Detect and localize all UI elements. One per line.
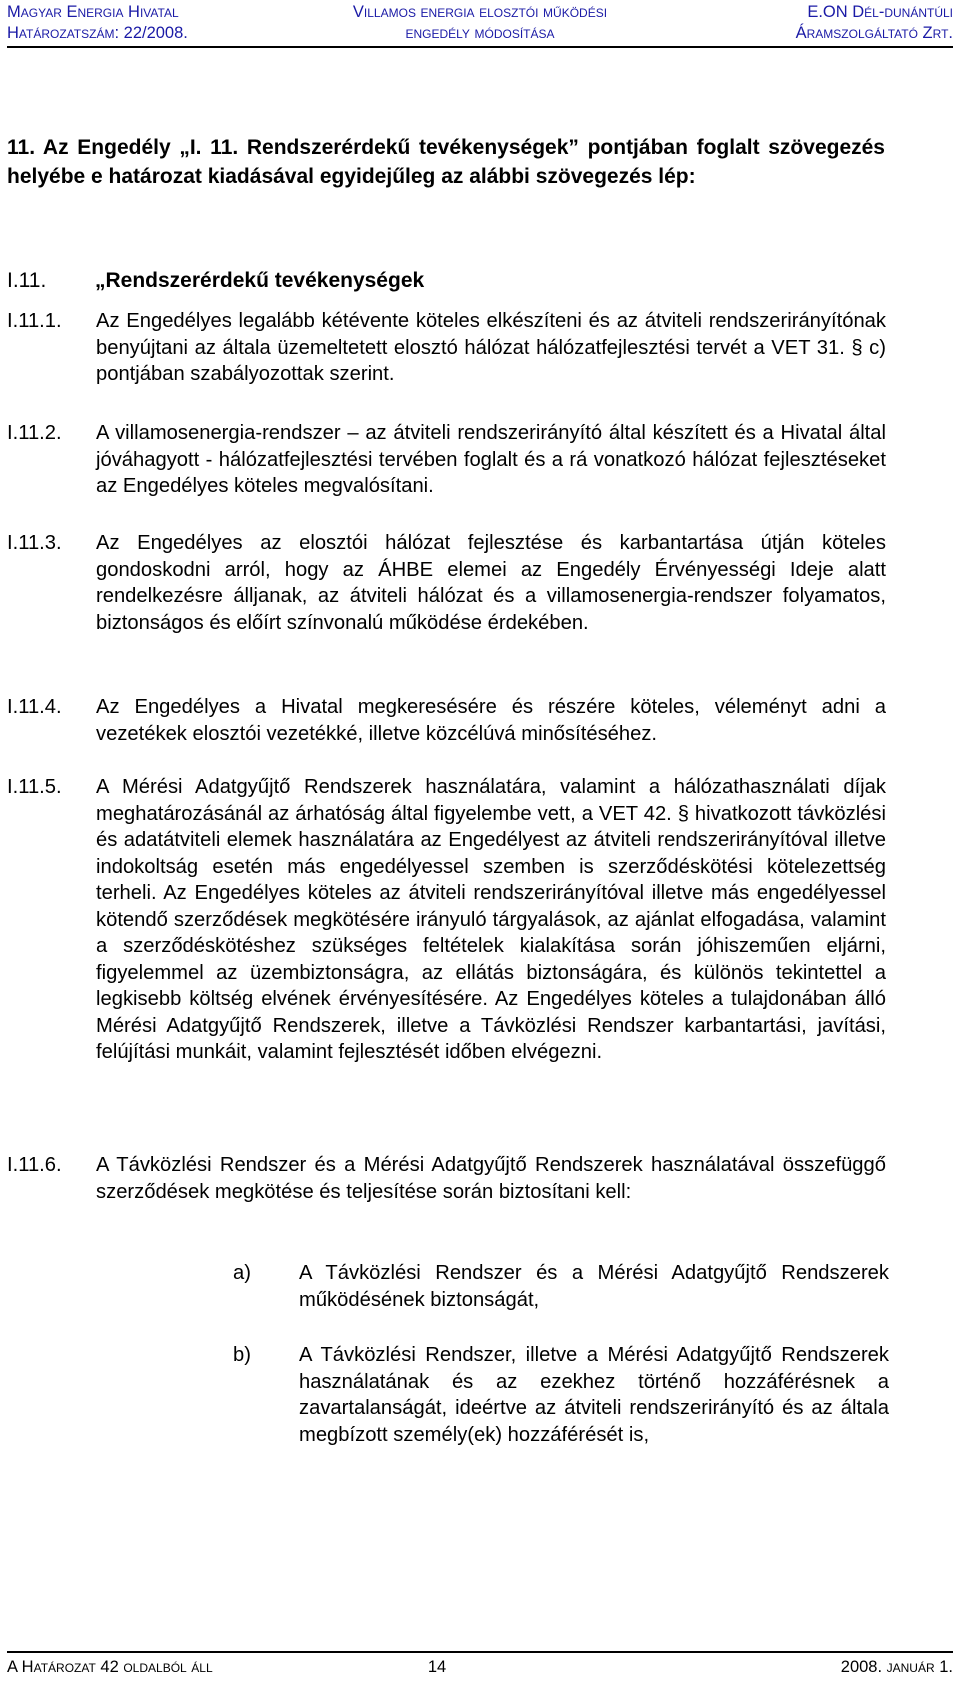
footer-date: 2008. január 1.	[840, 1658, 953, 1676]
footer-page-count: A Határozat 42 oldalból áll	[7, 1658, 213, 1676]
list-item	[7, 420, 887, 500]
sub-item-text: A Távközlési Rendszer és a Mérési Adatgyűjtő Rendszerek működésének biztonságát,	[299, 1262, 889, 1311]
item-number: I.11.5.	[7, 776, 62, 798]
list-item	[7, 1152, 887, 1205]
sub-list-item	[233, 1260, 893, 1313]
header-right	[796, 2, 953, 44]
section-title-text: „Rendszerérdekű tevékenységek	[95, 269, 425, 292]
item-text: Az Engedélyes legalább kétévente köteles elkészíteni és az átviteli rendszerirányítónak benyújtani az általa üzemeltetett elosztó hálózat hálózatfejlesztési tervét a VET 31. § c) pontjában szabályozottak szerint.	[96, 310, 886, 385]
document-heading: 11. Az Engedély „I. 11. Rendszerérdekű tevékenységek” pontjában foglalt szövegezés helyébe e határozat kiadásával egyidejűleg az alábbi szövegezés lép:	[7, 136, 885, 188]
header-authority: Magyar Energia Hivatal	[7, 3, 179, 21]
sub-item-letter: b)	[233, 1344, 251, 1366]
item-number: I.11.1.	[7, 310, 62, 332]
list-item	[7, 308, 887, 388]
header-company-line-1: E.ON Dél-dunántúli	[807, 3, 953, 21]
list-item	[7, 694, 887, 747]
item-number: I.11.2.	[7, 422, 62, 444]
header-decision-number: Határozatszám: 22/2008.	[7, 24, 188, 42]
sub-item-letter: a)	[233, 1262, 251, 1284]
page-header	[7, 2, 953, 48]
header-company-line-2: Áramszolgáltató Zrt.	[795, 24, 953, 42]
item-number: I.11.6.	[7, 1154, 62, 1176]
list-item	[7, 774, 887, 1066]
header-subject-line-2: engedély módosítása	[405, 24, 555, 42]
item-text: A villamosenergia-rendszer – az átviteli rendszerirányító által készített és a Hivatal által jóváhagyott - hálózatfejlesztési tervében foglalt és a rá vonatkozó hálózat fejlesztéseket az Engedélyes köteles megvalósítani.	[96, 422, 886, 497]
list-item	[7, 530, 887, 636]
item-number: I.11.4.	[7, 696, 62, 718]
sub-list-item	[233, 1342, 893, 1448]
page-footer	[7, 1651, 953, 1682]
item-number: I.11.3.	[7, 532, 62, 554]
header-subject-line-1: Villamos energia elosztói működési	[352, 3, 608, 21]
sub-item-text: A Távközlési Rendszer, illetve a Mérési Adatgyűjtő Rendszerek használatának és az ezekhez történő hozzáférésnek a zavartalanságát, ideértve az átviteli rendszerirányító és az általa megbízott személy(ek) hozzáférését is,	[299, 1344, 889, 1446]
item-text: Az Engedélyes az elosztói hálózat fejlesztése és karbantartása útján köteles gondoskodni arról, hogy az ÁHBE elemei az Engedély Érvényességi Ideje alatt rendelkezésre álljanak, az átviteli hálózat és a villamosenergia-rendszer folyamatos, biztonságos és előírt színvonalú működése érdekében.	[96, 532, 886, 634]
item-text: A Távközlési Rendszer és a Mérési Adatgyűjtő Rendszerek használatával összefüggő szerződések megkötése és teljesítése során biztosítani kell:	[96, 1154, 886, 1203]
section-number: I.11.	[7, 269, 47, 292]
item-text: A Mérési Adatgyűjtő Rendszerek használatára, valamint a hálózathasználati díjak meghatározásánál az árhatóság által figyelembe vett, a VET 42. § hivatkozott távközlési és adatátviteli elemek használatára az Engedélyest az átviteli rendszerirányítóval illetve indokoltság esetén más engedélyessel szemben is szerződéskötési kötelezettség terheli. Az Engedélyes köteles az átviteli rendszerirányítóval illetve más engedélyessel kötendő szerződések megkötésére irányuló tárgyalások, az ajánlat elfogadása, valamint a szerződéskötéshez szükséges feltételek kialakítása során jóhiszeműen eljárni, figyelemmel az üzembiztonságra, az ellátás biztonságára, és különös tekintettel a legkisebb költség elvének érvényesítésére. Az Engedélyes köteles a tulajdonában álló Mérési Adatgyűjtő Rendszerek, illetve a Távközlési Rendszer karbantartási, javítási, felújítási munkáit, valamint fejlesztését időben elvégezni.	[96, 776, 886, 1063]
footer-page-number: 14	[427, 1658, 447, 1676]
item-text: Az Engedélyes a Hivatal megkeresésére és részére köteles, véleményt adni a vezetékek elosztói vezetékké, illetve közcélúvá minősítéséhez.	[96, 696, 886, 745]
